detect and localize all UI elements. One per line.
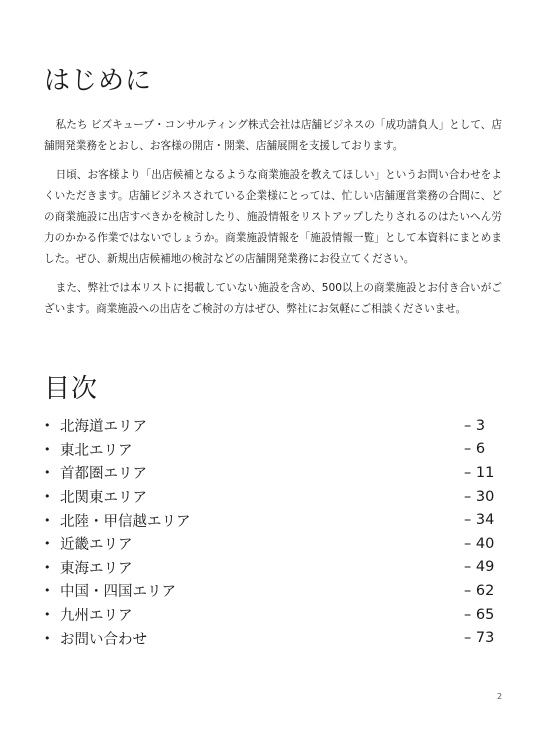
bullet-icon: • <box>44 490 51 504</box>
toc-item-label: 近畿エリア <box>60 537 133 554</box>
bullet-icon: • <box>44 560 51 574</box>
toc-item-page: – 73 <box>464 630 495 647</box>
intro-body <box>44 115 502 328</box>
bullet-icon: • <box>44 608 51 622</box>
toc-item-kitakanto[interactable] <box>44 485 504 509</box>
toc-item-tohoku[interactable] <box>44 438 504 462</box>
intro-paragraph: 日頃、お客様より「出店候補となるような商業施設を教えてほしい」というお問い合わせをよくいただきます。店舗ビジネスされている企業様にとっては、忙しい店舗運営業務の合間に、どの商業施設に出店すべきかを検討したり、施設情報をリストアップしたりされるのはたいへん労力のかかる作業ではないでしょうか。商業施設情報を「施設情報一覧」として本資料にまとめました。ぜひ、新規出店候補地の検討などの店舗開発業務にお役立てください。 <box>44 169 502 265</box>
toc-item-page: – 62 <box>464 582 495 599</box>
bullet-icon: • <box>44 631 51 645</box>
toc-item-page: – 6 <box>464 441 486 458</box>
intro-paragraph: また、弊社では本リストに掲載していない施設を含め、500以上の商業施設とお付き合いがございます。商業施設への出店をご検討の方はぜひ、弊社にお気軽にご相談くださいませ。 <box>44 282 502 315</box>
bullet-icon: • <box>44 442 51 456</box>
bullet-icon: • <box>44 537 51 551</box>
toc-item-label: お問い合わせ <box>60 631 147 648</box>
toc-item-label: 九州エリア <box>60 608 133 625</box>
toc-item-label: 東海エリア <box>60 560 133 577</box>
toc-item-page: – 65 <box>464 606 495 623</box>
bullet-icon: • <box>44 584 51 598</box>
toc-item-page: – 34 <box>464 512 495 529</box>
toc-heading: 目次 <box>44 374 99 404</box>
table-of-contents <box>44 414 504 650</box>
toc-item-label: 東北エリア <box>60 442 133 459</box>
intro-paragraph: 私たち ビズキューブ・コンサルティング株式会社は店舗ビジネスの「成功請負人」として、店舗開発業務をとおし、お客様の開店・開業、店舗展開を支援しております。 <box>44 119 502 152</box>
toc-item-page: – 30 <box>464 488 495 505</box>
intro-heading: はじめに <box>44 66 153 96</box>
toc-item-hokuriku-koshinetsu[interactable] <box>44 508 504 532</box>
toc-item-kinki[interactable] <box>44 532 504 556</box>
toc-item-label: 北関東エリア <box>60 490 147 507</box>
toc-item-page: – 49 <box>464 559 495 576</box>
toc-item-chugoku-shikoku[interactable] <box>44 579 504 603</box>
toc-item-shutoken[interactable] <box>44 461 504 485</box>
bullet-icon: • <box>44 466 51 480</box>
toc-item-label: 北陸・甲信越エリア <box>60 513 191 530</box>
toc-item-label: 首都圏エリア <box>60 466 147 483</box>
toc-item-tokai[interactable] <box>44 556 504 580</box>
toc-item-label: 北海道エリア <box>60 419 147 436</box>
bullet-icon: • <box>44 513 51 527</box>
toc-item-kyushu[interactable] <box>44 603 504 627</box>
page-number: 2 <box>497 692 503 701</box>
toc-item-page: – 3 <box>464 417 486 434</box>
toc-item-hokkaido[interactable] <box>44 414 504 438</box>
toc-item-page: – 11 <box>464 464 495 481</box>
toc-item-page: – 40 <box>464 535 495 552</box>
toc-item-label: 中国・四国エリア <box>60 584 176 601</box>
bullet-icon: • <box>44 419 51 433</box>
toc-item-contact[interactable] <box>44 626 504 650</box>
